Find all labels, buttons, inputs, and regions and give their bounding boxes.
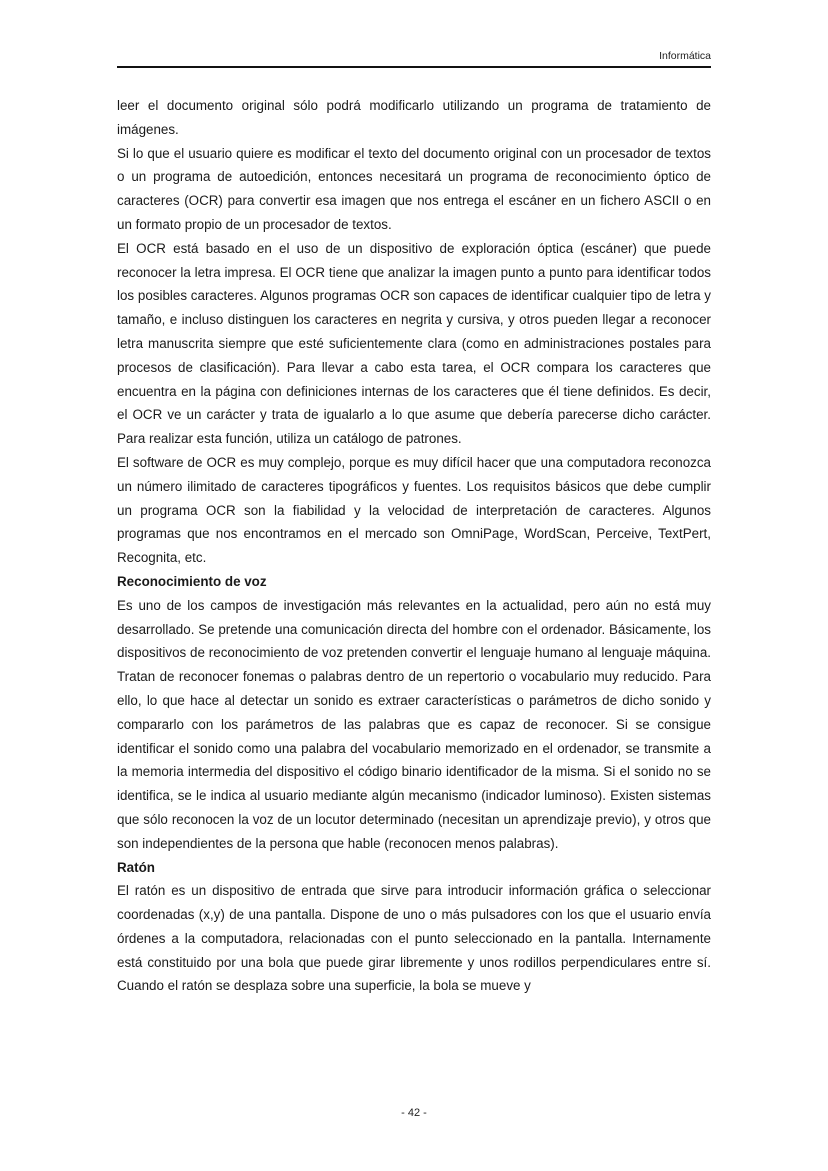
paragraph-ocr-intro: Si lo que el usuario quiere es modificar el texto del documento original con un procesador de textos o un programa de autoedición, entonces necesitará un programa de reconocimiento óptico de caracteres (OCR) para convertir esa imagen que nos entrega el escáner en un fichero ASCII o en un formato propio de un procesador de textos. — [117, 145, 711, 232]
page-number: - 42 - — [401, 1107, 427, 1119]
paragraph-voice-recognition: Es uno de los campos de investigación más relevantes en la actualidad, pero aún no está muy desarrollado. Se pretende una comunicación directa del hombre con el ordenador. Básicamente, los dispositivos de reconocimiento de voz pretenden convertir el lenguaje humano al lenguaje máquina. Tratan de reconocer fonemas o palabras dentro de un repertorio o vocabulario muy reducido. Para ello, lo que hace al detectar un sonido es extraer características o parámetros de dicho sonido y compararlo con los parámetros de las palabras que es capaz de reconocer. Si se consigue identificar el sonido como una palabra del vocabulario memorizado en el ordenador, se transmite a la memoria intermedia del dispositivo el código binario identificador de la misma. Si el sonido no se identifica, se le indica al usuario mediante algún mecanismo (indicador luminoso). Existen sistemas que sólo reconocen la voz de un locutor determinado (necesitan un aprendizaje previo), y otros que son independientes de la persona que hable (reconocen menos palabras). — [117, 597, 711, 851]
section-heading-mouse: Ratón — [117, 859, 155, 875]
section-heading-voice-recognition: Reconocimiento de voz — [117, 573, 267, 589]
page-header — [117, 48, 711, 68]
paragraph-ocr-description: El OCR está basado en el uso de un dispositivo de exploración óptica (escáner) que puede reconocer la letra impresa. El OCR tiene que analizar la imagen punto a punto para identificar todos los posibles caracteres. Algunos programas OCR son capaces de identificar cualquier tipo de letra y tamaño, e incluso distinguen los caracteres en negrita y cursiva, y otros pueden llegar a reconocer letra manuscrita siempre que esté suficientemente clara (como en administraciones postales para procesos de clasificación). Para llevar a cabo esta tarea, el OCR compara los caracteres que encuentra en la página con definiciones internas de los caracteres que él tiene definidos. Es decir, el OCR ve un carácter y trata de igualarlo a lo que asume que debería parecerse dicho carácter. Para realizar esta función, utiliza un catálogo de patrones. — [117, 240, 711, 447]
header-title: Informática — [659, 50, 711, 62]
paragraph-mouse: El ratón es un dispositivo de entrada que sirve para introducir información gráfica o seleccionar coordenadas (x,y) de una pantalla. Dispone de uno o más pulsadores con los que el usuario envía órdenes a la computadora, relacionadas con el punto seleccionado en la pantalla. Internamente está constituido por una bola que puede girar libremente y unos rodillos perpendiculares entre sí. Cuando el ratón se desplaza sobre una superficie, la bola se mueve y — [117, 883, 711, 994]
paragraph-continuation: leer el documento original sólo podrá modificarlo utilizando un programa de tratamiento de imágenes. — [117, 98, 711, 137]
document-body — [117, 94, 711, 998]
paragraph-ocr-software: El software de OCR es muy complejo, porque es muy difícil hacer que una computadora reconozca un número ilimitado de caracteres tipográficos y fuentes. Los requisitos básicos que debe cumplir un programa OCR son la fiabilidad y la velocidad de interpretación de caracteres. Algunos programas que nos encontramos en el mercado son OmniPage, WordScan, Perceive, TextPert, Recognita, etc. — [117, 454, 711, 566]
